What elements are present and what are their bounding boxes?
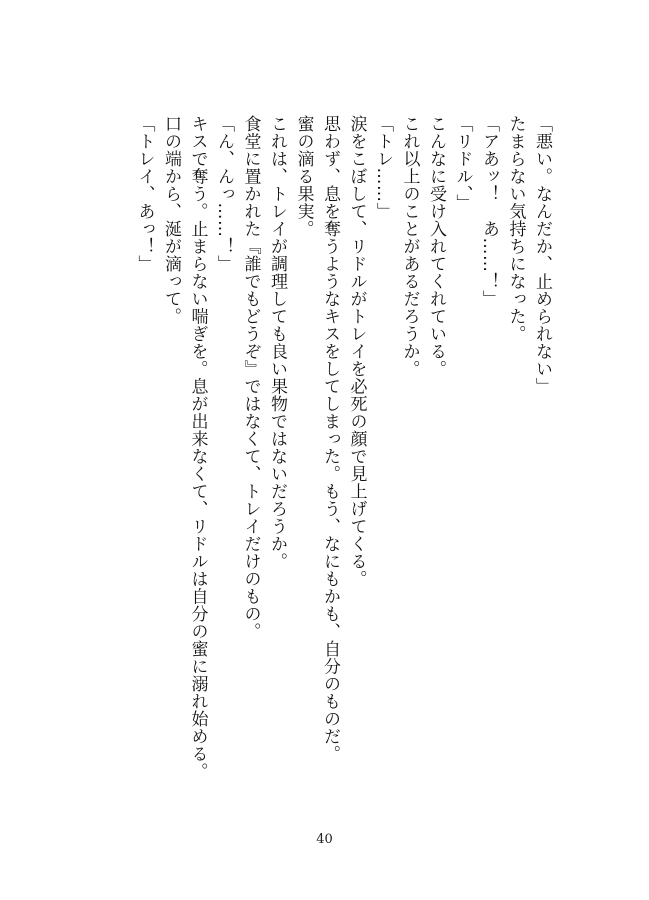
text-line: 口の端から、涎が滴って。 <box>161 115 181 325</box>
text-line: 「アあッ！ あ……！」 <box>479 115 499 308</box>
text-line: 「悪い。なんだか、止められない」 <box>532 115 552 395</box>
text-line: 思わず、息を奪うようなキスをしてしまった。もう、なにもかも、自分のものだ。 <box>320 115 340 763</box>
text-line: 「トレイ、あっ！」 <box>134 115 155 273</box>
page-number: 40 <box>316 832 333 847</box>
text-line: たまらない気持ちになった。 <box>505 115 526 343</box>
text-line: 涙をこぼして、リドルがトレイを必死の顔で見上げてくる。 <box>346 115 367 588</box>
text-line: 食堂に置かれた『誰でもどうぞ』ではなくて、トレイだけのもの。 <box>240 115 261 640</box>
text-line: これは、トレイが調理しても良い果物ではないだろうか。 <box>267 115 287 570</box>
text-line: これ以上のことがあるだろうか。 <box>399 115 420 378</box>
text-line: キスで奪う。止まらない喘ぎを。息が出来なくて、リドルは自分の蜜に溺れ始める。 <box>187 115 208 780</box>
text-line: 蜜の滴る果実。 <box>293 115 314 238</box>
text-line: 「リドル、」 <box>452 115 473 212</box>
text-line: 「ん、んっ……！」 <box>214 115 234 273</box>
text-line: こんなに受け入れてくれている。 <box>426 115 446 378</box>
text-line: 「トレ……」 <box>373 115 393 220</box>
vertical-text-body <box>131 115 555 780</box>
